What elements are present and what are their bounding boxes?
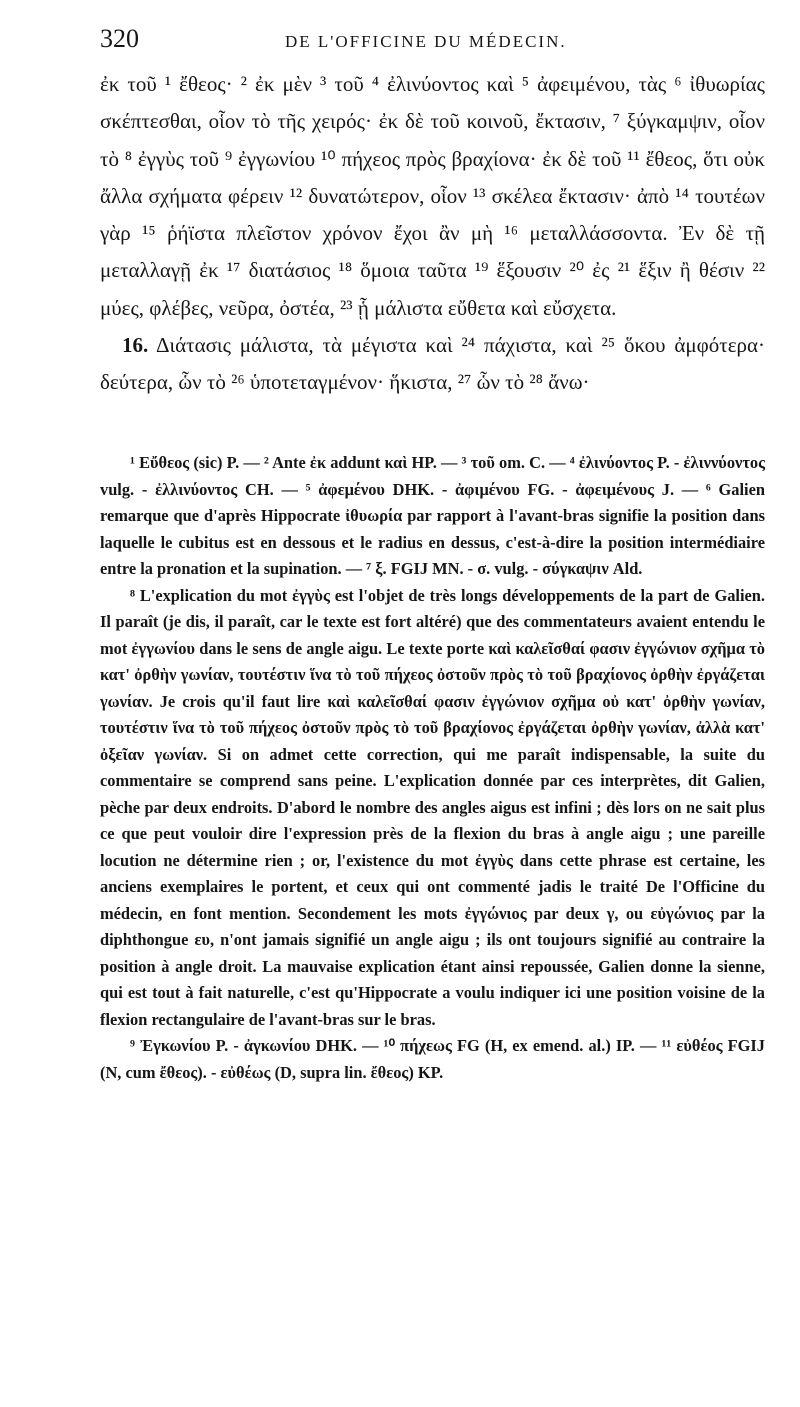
footnote-9-11: ⁹ Ἐγκωνίου P. - ἀγκωνίου DHK. — ¹⁰ πήχεως FG (H, ex emend. al.) IP. — ¹¹ εὐθέος FGIJ (N, cum ἔθεος). - εὐθέως (D, supra lin. ἔθεος) KP. — [100, 1036, 765, 1082]
page-number: 320 — [100, 24, 139, 53]
section-number: 16. — [122, 333, 149, 358]
page-header — [100, 24, 760, 64]
footnote-8: ⁸ L'explication du mot ἐγγὺς est l'objet de très longs développements de la part de Galien. Il paraît (je dis, il paraît, car le texte est fort altéré) que des commentateurs avaient entendu le mot ἐγγωνίου dans le sens de angle aigu. Le texte porte καὶ καλεῖσθαί φασιν ἐγγώνιον σχῆμα τὸ κατ' ὀρθὴν γωνίαν, τουτέστιν ἵνα τὸ τοῦ πήχεος ὀστοῦν πρὸς τὸ τοῦ βραχίονος ὀρθὴν ἐργάζεται γωνίαν. Je crois qu'il faut lire καὶ καλεῖσθαί φασιν ἐγγώνιον σχῆμα οὐ κατ' ὀρθὴν γωνίαν, τουτέστιν ἵνα τὸ τοῦ πήχεος ὀστοῦν πρὸς τὸ τοῦ βραχίονος ἐργάζεται ὀρθὴν γωνίαν, ἀλλὰ κατ' ὀξεῖαν γωνίαν. Si on admet cette correction, qui me paraît indispensable, la suite du commentaire se comprend sans peine. L'explication donnée par ces interprètes, dit Galien, pèche par deux endroits. D'abord le nombre des angles aigus est infini ; dès lors on ne sait plus ce que peut vouloir dire l'expression près de la flexion du bras à angle aigu ; une pareille locution ne détermine rien ; or, l'existence du mot ἐγγὺς dans cette phrase est certaine, les anciens exemplaires le portent, et ceux qui ont commenté jadis le traité De l'Officine du médecin, en font mention. Secondement les mots ἐγγώνιος par deux γ, ou εὐγώνιος par la diphthongue ευ, n'ont jamais signifié un angle aigu ; ils ont toujours signifié au contraire la position à angle droit. La mauvaise explication étant ainsi repoussée, Galien donne la sienne, qui est tout à fait naturelle, c'est qu'Hippocrate a voulu indiquer ici une position voisine de la flexion rectangulaire de l'avant-bras sur le bras. — [100, 585, 765, 1029]
section-16-text: Διάτασις μάλιστα, τὰ μέγιστα καὶ ²⁴ πάχιστα, καὶ ²⁵ ὅκου ἀμφότερα· δεύτερα, ὧν τὸ ²⁶ ὑποτεταγμένον· ἥκιστα, ²⁷ ὧν τὸ ²⁸ ἄνω· — [100, 333, 766, 395]
footnote-1-7: ¹ Εὔθεος (sic) P. — ² Ante ἐκ addunt καὶ HP. — ³ τοῦ om. C. — ⁴ ἐλινύοντος P. - ἐλιννύοντος vulg. - ἐλλινύοντος CH. — ⁵ ἀφεμένου DHK. - ἀφιμένου FG. - ἀφειμένους J. — ⁶ Galien remarque que d'après Hippocrate ἰθυωρία par rapport à l'avant-bras signifie la position dans laquelle le cubitus est en dessous et le radius en dessus, c'est-à-dire la position intermédiaire entre la pronation et la supination. — ⁷ ξ. FGIJ MN. - σ. vulg. - σύγκαψιν Ald. — [100, 453, 765, 578]
footnotes — [100, 450, 765, 1086]
running-title: DE L'OFFICINE DU MÉDECIN. — [285, 32, 567, 51]
main-paragraph-2 — [100, 327, 765, 402]
main-paragraph-1: ἐκ τοῦ ¹ ἔθεος· ² ἐκ μὲν ³ τοῦ ⁴ ἐλινύοντος καὶ ⁵ ἀφειμένου, τὰς ⁶ ἰθυωρίας σκέπτεσθαι, οἷον τὸ τῆς χειρός· ἐκ δὲ τοῦ κοινοῦ, ἔκτασιν, ⁷ ξύγκαμψιν, οἷον τὸ ⁸ ἐγγὺς τοῦ ⁹ ἐγγωνίου ¹⁰ πήχεος πρὸς βραχίονα· ἐκ δὲ τοῦ ¹¹ ἔθεος, ὅτι οὐκ ἄλλα σχήματα φέρειν ¹² δυνατώτερον, οἷον ¹³ σκέλεα ἔκτασιν· ἀπὸ ¹⁴ τουτέων γὰρ ¹⁵ ῥήϊστα πλεῖστον χρόνον ἔχοι ἂν μὴ ¹⁶ μεταλλάσσοντα. Ἐν δὲ τῇ μεταλλαγῇ ἐκ ¹⁷ διατάσιος ¹⁸ ὅμοια ταῦτα ¹⁹ ἕξουσιν ²⁰ ἐς ²¹ ἕξιν ἢ θέσιν ²² μύες, φλέβες, νεῦρα, ὀστέα, ²³ ᾗ μάλιστα εὔθετα καὶ εὔσχετα. — [100, 72, 765, 320]
main-text — [100, 66, 765, 402]
